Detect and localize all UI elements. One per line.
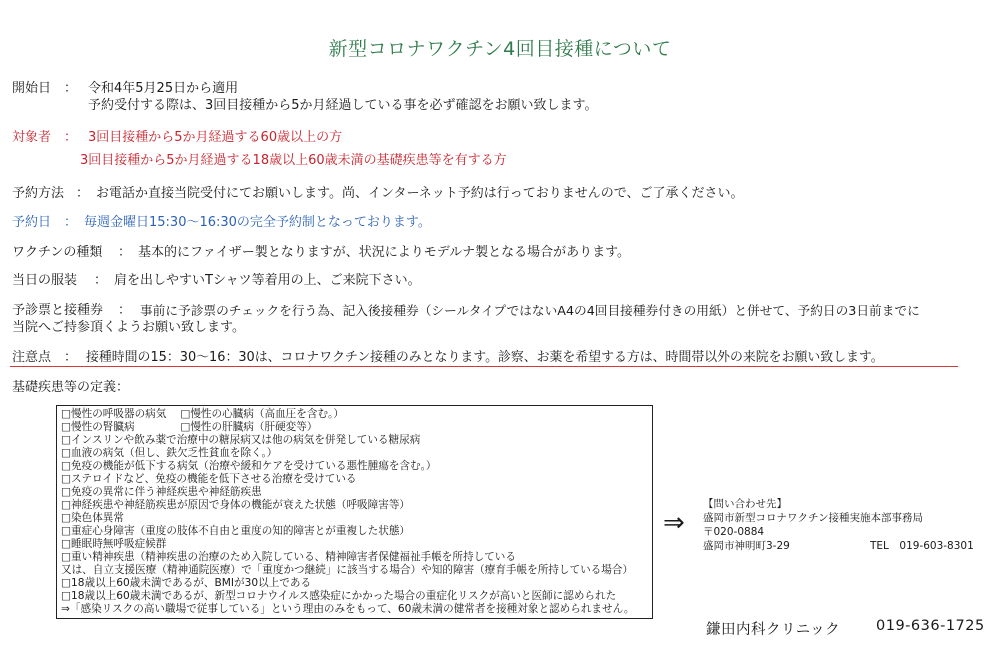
condition-item: ⇒「感染リスクの高い職場で従事している」という理由のみをもって、60歳未満の健常者を接種対象と認められません。 bbox=[61, 603, 635, 615]
condition-item: □重症心身障害（重度の肢体不自由と重度の知的障害とが重複した状態） bbox=[61, 525, 411, 537]
start-label: 開始日 bbox=[12, 81, 52, 96]
target-label: 対象者 bbox=[12, 130, 52, 145]
contact-address: 盛岡市神明町3-29 bbox=[703, 540, 790, 552]
reservation-sep: ： bbox=[64, 215, 78, 230]
reservation-label: 予約日 bbox=[12, 215, 52, 230]
condition-item: 又は、自立支援医療（精神通院医療）で「重度かつ継続」に該当する場合）や知的障害（療育手帳を所持している場合） bbox=[61, 564, 634, 576]
method-sep: ： bbox=[76, 186, 90, 201]
contact-office: 盛岡市新型コロナワクチン接種実施本部事務局 bbox=[703, 512, 923, 524]
notes-underline bbox=[10, 366, 958, 367]
condition-item: □神経疾患や神経筋疾患が原因で身体の機能が衰えた状態（呼吸障害等） bbox=[61, 499, 411, 511]
vaccine-type-label: ワクチンの種類 bbox=[12, 245, 103, 260]
tickets-label: 予診票と接種券 bbox=[12, 303, 104, 318]
target-sep: ： bbox=[64, 130, 78, 145]
page-title: 新型コロナワクチン4回目接種について bbox=[328, 38, 672, 60]
clothing-sep: ： bbox=[94, 273, 108, 288]
clothing-text: 肩を出しやすいTシャツ等着用の上、ご来院下さい。 bbox=[114, 273, 421, 288]
clinic-name: 鎌田内科クリニック bbox=[706, 622, 841, 638]
tickets-line-1: 事前に予診票のチェックを行う為、記入後接種券（シールタイプではないA4の4回目接種券付きの用紙）と併せて、予約日の3日前までに bbox=[140, 303, 920, 318]
tickets-line-2: 当院へご持参頂くようお願い致します。 bbox=[12, 320, 245, 335]
right-arrow-icon: ⇒ bbox=[663, 508, 685, 538]
condition-item: □免疫の異常に伴う神経疾患や神経筋疾患 bbox=[61, 486, 262, 498]
definition-heading: 基礎疾患等の定義： bbox=[12, 380, 130, 395]
method-label: 予約方法 bbox=[12, 186, 65, 201]
condition-item: □免疫の機能が低下する病気（治療や緩和ケアを受けている悪性腫瘍を含む。） bbox=[61, 460, 437, 472]
condition-item: □18歳以上60歳未満であるが、BMIが30以上である bbox=[61, 577, 312, 589]
notes-text: 接種時間の15：30～16：30は、コロナワクチン接種のみとなります。診察、お薬を希望する方は、時間帯以外の来院をお願い致します。 bbox=[86, 350, 884, 365]
start-note: 予約受付する際は、3回目接種から5か月経過している事を必ず確認をお願い致します。 bbox=[88, 98, 598, 113]
condition-item: □18歳以上60歳未満であるが、新型コロナウイルス感染症にかかった場合の重症化リスクが高いと医師に認められた bbox=[61, 590, 617, 602]
condition-item: □重い精神疾患（精神疾患の治療のため入院している、精神障害者保健福祉手帳を所持している bbox=[61, 551, 516, 563]
notes-sep: ： bbox=[64, 350, 78, 365]
tickets-sep: ： bbox=[118, 303, 132, 318]
reservation-text: 毎週金曜日15:30～16:30の完全予約制となっております。 bbox=[84, 215, 431, 230]
vaccine-type-sep: ： bbox=[118, 245, 132, 260]
start-date: 令和4年5月25日から適用 bbox=[88, 81, 239, 96]
target-line-1: 3回目接種から5か月経過する60歳以上の方 bbox=[88, 130, 343, 145]
notes-label: 注意点 bbox=[12, 350, 52, 365]
contact-tel: TEL 019-603-8301 bbox=[870, 540, 974, 552]
clothing-label: 当日の服装 bbox=[12, 273, 78, 288]
contact-postal: 〒020-0884 bbox=[703, 526, 765, 538]
condition-item: □慢性の腎臓病 □慢性の肝臓病（肝硬変等） bbox=[61, 421, 318, 433]
condition-item: □慢性の呼吸器の病気 □慢性の心臓病（高血圧を含む。） bbox=[61, 408, 344, 420]
condition-item: □ステロイドなど、免疫の機能を低下させる治療を受けている bbox=[61, 473, 357, 485]
clinic-phone: 019-636-1725 bbox=[876, 618, 985, 634]
contact-heading: 【問い合わせ先】 bbox=[703, 498, 787, 510]
condition-item: □インスリンや飲み薬で治療中の糖尿病又は他の病気を併発している糖尿病 bbox=[61, 434, 421, 446]
method-text: お電話か直接当院受付にてお願いします。尚、インターネット予約は行っておりませんので、ご了承ください。 bbox=[96, 186, 744, 201]
condition-item: □睡眠時無呼吸症候群 bbox=[61, 538, 167, 550]
target-line-2: 3回目接種から5か月経過する18歳以上60歳未満の基礎疾患等を有する方 bbox=[80, 153, 507, 168]
conditions-box bbox=[56, 405, 653, 619]
condition-item: □血液の病気（但し、鉄欠乏性貧血を除く。） bbox=[61, 447, 278, 459]
condition-item: □染色体異常 bbox=[61, 512, 124, 524]
vaccine-type-text: 基本的にファイザー製となりますが、状況によりモデルナ製となる場合があります。 bbox=[138, 245, 631, 260]
start-sep: ： bbox=[64, 81, 78, 96]
